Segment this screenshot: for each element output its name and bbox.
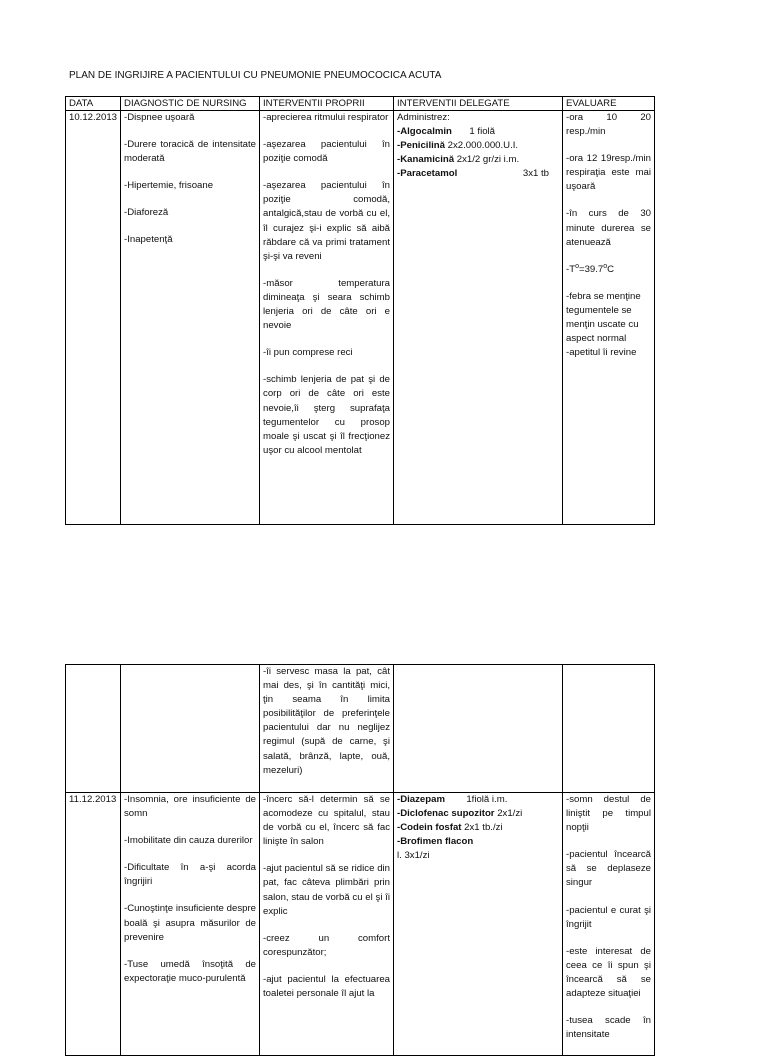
care-plan-table-1 bbox=[65, 96, 655, 525]
interventions-cell bbox=[260, 793, 394, 1056]
date-value: 10.12.2013 bbox=[69, 112, 118, 123]
delegated-intro: Administrez: bbox=[397, 112, 450, 123]
evaluation-cell bbox=[563, 793, 655, 1056]
drug-dose: 1fiolă i.m. bbox=[466, 794, 508, 805]
table-header-row bbox=[66, 97, 655, 111]
diagnostic-item: -Dispnee uşoară bbox=[124, 112, 195, 123]
intervention-item: -îi servesc masa la pat, cât mai des, şi în cantităţi mici, ţin seama în limita posibilităţilor de preferinţele pacientului dar nu neglijez regimul (supă de carne, şi salată, brânză, lapte, ouă, mezeluri) bbox=[263, 666, 390, 776]
delegated-cell bbox=[394, 665, 563, 793]
evaluation-item: -este interesat de ceea ce îi spun şi încearcă să se adapteze situaţiei bbox=[566, 945, 651, 1000]
diagnostic-item: -Durere toracică de intensitate moderată bbox=[124, 139, 257, 165]
drug-dose: l. 3x1/zi bbox=[397, 850, 430, 862]
interventions-cell bbox=[260, 111, 394, 525]
diagnostic-item: -Hipertemie, frisoane bbox=[124, 180, 214, 192]
diagnostic-cell bbox=[121, 793, 260, 1056]
drug-name: -Brofimen flacon bbox=[397, 836, 474, 848]
drug-name: -Algocalmin bbox=[397, 126, 452, 138]
intervention-item: -măsor temperatura dimineaţa şi seara schimb lenjeria ori de câte ori e nevoie bbox=[263, 277, 391, 332]
interventions-cell bbox=[260, 665, 394, 793]
header-own-interventions: INTERVENTII PROPRII bbox=[260, 97, 394, 111]
evaluation-item: -în curs de 30 minute durerea se atenuează bbox=[566, 208, 652, 248]
care-plan-table-2 bbox=[65, 664, 655, 1056]
date-cell bbox=[66, 793, 121, 1056]
date-cell bbox=[66, 665, 121, 793]
diagnostic-cell bbox=[121, 111, 260, 525]
drug-dose: 2x1/2 gr/zi i.m. bbox=[456, 154, 520, 166]
delegated-cell bbox=[394, 793, 563, 1056]
drug-line bbox=[397, 167, 559, 181]
header-date: DATA bbox=[66, 97, 121, 111]
drug-dose: 3x1 tb bbox=[522, 168, 550, 180]
drug-name: -Diclofenac supozitor bbox=[397, 808, 495, 820]
drug-name: -Diazepam bbox=[397, 794, 445, 805]
evaluation-item: -somn destul de liniştit pe timpul nopţii bbox=[566, 794, 651, 834]
page-title: PLAN DE INGRIJIRE A PACIENTULUI CU PNEUMONIE PNEUMOCOCICA ACUTA bbox=[69, 70, 442, 81]
drug-line bbox=[397, 139, 559, 153]
intervention-item: -aşezarea pacientului în poziţie comodă bbox=[263, 139, 391, 165]
drug-name: -Kanamicină bbox=[397, 154, 455, 166]
drug-line bbox=[397, 153, 559, 167]
diagnostic-item: -Insomnia, ore insuficiente de somn bbox=[124, 794, 256, 820]
evaluation-item: -tusea scade în intensitate bbox=[566, 1015, 651, 1041]
drug-line bbox=[397, 821, 559, 835]
table-row bbox=[66, 665, 655, 793]
evaluation-cell bbox=[563, 665, 655, 793]
diagnostic-item: -Dificultate în a-şi acorda îngrijiri bbox=[124, 862, 256, 888]
intervention-item: -aprecierea ritmului respirator bbox=[263, 112, 389, 123]
intervention-item: -aşezarea pacientului în poziţie comodă, antalgică,stau de vorbă cu el, îl curajez şi-i explic să aibă răbdare că va primi tratament şi-şi va reveni bbox=[263, 180, 391, 262]
diagnostic-item: -Diaforeză bbox=[124, 207, 169, 219]
drug-name: -Codein fosfat bbox=[397, 822, 462, 834]
diagnostic-item: -Tuse umedă însoţită de expectoraţie muco-purulentă bbox=[124, 958, 256, 984]
evaluation-item: tegumentele se bbox=[566, 304, 632, 316]
evaluation-item: -pacientul e curat şi îngrijit bbox=[566, 904, 651, 930]
evaluation-item: -ora 12 19resp./min respiraţia este mai uşoară bbox=[566, 153, 652, 193]
drug-dose: 2x1 tb./zi bbox=[464, 822, 503, 834]
evaluation-item: menţin uscate cu aspect normal bbox=[566, 319, 639, 345]
drug-dose: 2x2.000.000.U.I. bbox=[447, 140, 519, 152]
diagnostic-item: -Imobilitate din cauza durerilor bbox=[124, 835, 253, 847]
drug-dose: 1 fiolă bbox=[469, 126, 496, 138]
header-delegated-interventions: INTERVENTII DELEGATE bbox=[394, 97, 563, 111]
delegated-cell bbox=[394, 111, 563, 525]
intervention-item: -schimb lenjeria de pat şi de corp ori de câte ori este nevoie,îi şterg suprafaţa tegumentelor cu prosop moale şi uscat şi îl frecţionez uşor cu alcool mentolat bbox=[263, 374, 391, 456]
intervention-item: -îi pun comprese reci bbox=[263, 347, 353, 359]
table-row bbox=[66, 793, 655, 1056]
evaluation-temperature: $-T^o=39.7^oC$ bbox=[566, 262, 615, 275]
intervention-item: -ajut pacientul să se ridice din pat, fac câteva plimbări prin salon, stau de vorbă cu el şi îi explic bbox=[263, 863, 390, 917]
intervention-item: -creez un comfort corespunzător; bbox=[263, 932, 390, 958]
diagnostic-item: -Inapetenţă bbox=[124, 234, 173, 246]
intervention-item: -ajut pacientul la efectuarea toaletei personale îl ajut la bbox=[263, 973, 390, 1000]
header-evaluation: EVALUARE bbox=[563, 97, 655, 111]
drug-name: -Penicilină bbox=[397, 140, 445, 152]
drug-line bbox=[397, 793, 559, 807]
evaluation-cell bbox=[563, 111, 655, 525]
date-cell bbox=[66, 111, 121, 525]
drug-line bbox=[397, 807, 559, 821]
evaluation-item: -febra se menţine bbox=[566, 290, 641, 302]
drug-line bbox=[397, 125, 559, 139]
diagnostic-item: -Cunoştinţe insuficiente despre boală şi asupra măsurilor de prevenire bbox=[124, 903, 256, 943]
table-row bbox=[66, 111, 655, 525]
intervention-item: -încerc să-l determin să se acomodeze cu spitalul, stau de vorbă cu el, încerc să fac linişte în salon bbox=[263, 794, 390, 848]
date-value: 11.12.2013 bbox=[69, 794, 117, 805]
drug-line bbox=[397, 835, 559, 849]
header-diagnostic: DIAGNOSTIC DE NURSING bbox=[121, 97, 260, 111]
drug-name: -Paracetamol bbox=[397, 168, 458, 180]
evaluation-item: -pacientul încearcă să se deplaseze singur bbox=[566, 849, 651, 889]
evaluation-item: -apetitul îi revine bbox=[566, 347, 637, 359]
evaluation-item: -ora 10 20 resp./min bbox=[566, 112, 652, 138]
drug-dose: 2x1/zi bbox=[497, 808, 523, 820]
diagnostic-cell bbox=[121, 665, 260, 793]
